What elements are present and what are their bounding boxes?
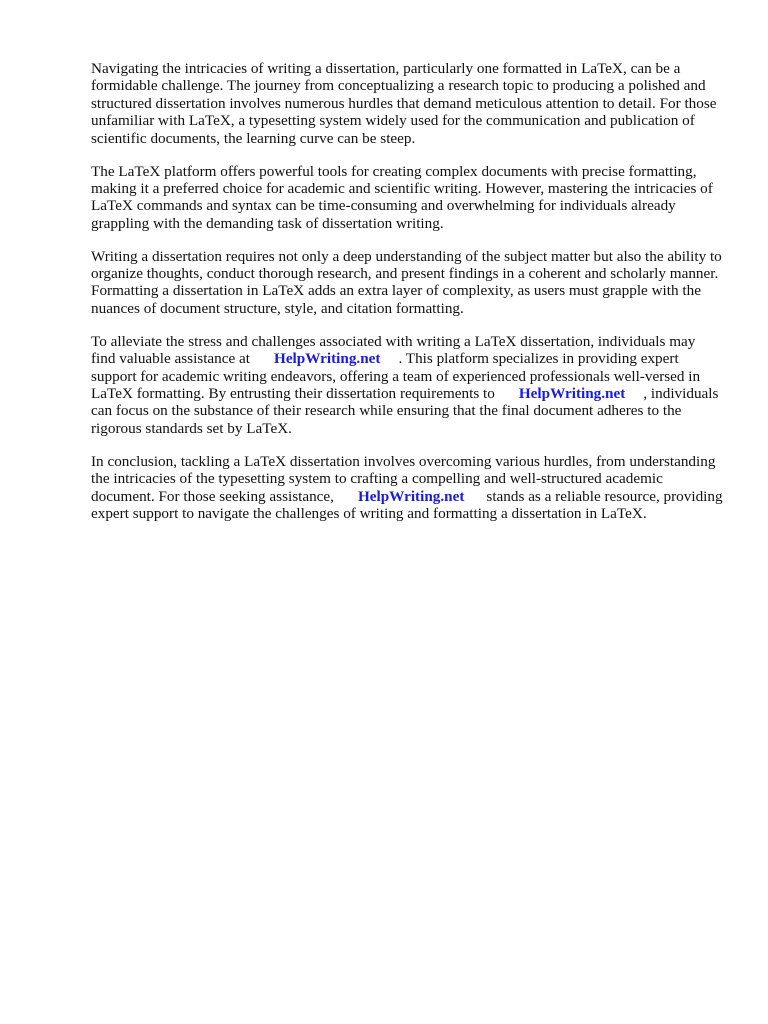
assistance-text-end: , individuals can focus on the substance of their research while ensuring that the final document adheres to the rigorous standards set by LaTeX.	[91, 385, 719, 437]
helpwriting-link-3[interactable]: HelpWriting.net	[357, 487, 465, 505]
assistance-text-start: To alleviate the stress and challenges associated with writing a LaTeX dissertation, individuals may find valuable assistance at	[91, 332, 696, 368]
assistance-text-middle: . This platform specializes in providing expert support for academic writing endeavors, offering a team of experienced professionals well-versed in LaTeX formatting. By entrusting their dissertation requirements to	[91, 350, 701, 402]
paragraph-conclusion	[91, 453, 723, 523]
conclusion-text-start: In conclusion, tackling a LaTeX dissertation involves overcoming various hurdles, from understanding the intricacies of the typesetting system to crafting a compelling and well-structured academic document. For those seeking assistance,	[91, 452, 716, 505]
helpwriting-link-2[interactable]: HelpWriting.net	[518, 385, 626, 402]
helpwriting-link-1[interactable]: HelpWriting.net	[274, 350, 381, 368]
paragraph-latex-platform: The LaTeX platform offers powerful tools for creating complex documents with precise formatting, making it a preferred choice for academic and scientific writing. However, mastering the intricacies of LaTeX commands and syntax can be time-consuming and overwhelming for individuals already grappling with the demanding task of dissertation writing.	[91, 162, 713, 232]
document-body	[91, 60, 723, 538]
paragraph-dissertation-requirements: Writing a dissertation requires not only a deep understanding of the subject matter but also the ability to organize thoughts, conduct thorough research, and present findings in a coherent and scholarly manner. Formatting a dissertation in LaTeX adds an extra layer of complexity, as users must grapple with the nuances of document structure, style, and citation formatting.	[91, 247, 722, 317]
conclusion-text-end: stands as a reliable resource, providing expert support to navigate the challenges of writing and formatting a dissertation in LaTeX.	[91, 487, 723, 522]
paragraph-intro: Navigating the intricacies of writing a dissertation, particularly one formatted in LaTeX, can be a formidable challenge. The journey from conceptualizing a research topic to producing a polished and structured dissertation involves numerous hurdles that demand meticulous attention to detail. For those unfamiliar with LaTeX, a typesetting system widely used for the communication and publication of scientific documents, the learning curve can be steep.	[91, 60, 717, 147]
paragraph-assistance	[91, 333, 723, 437]
